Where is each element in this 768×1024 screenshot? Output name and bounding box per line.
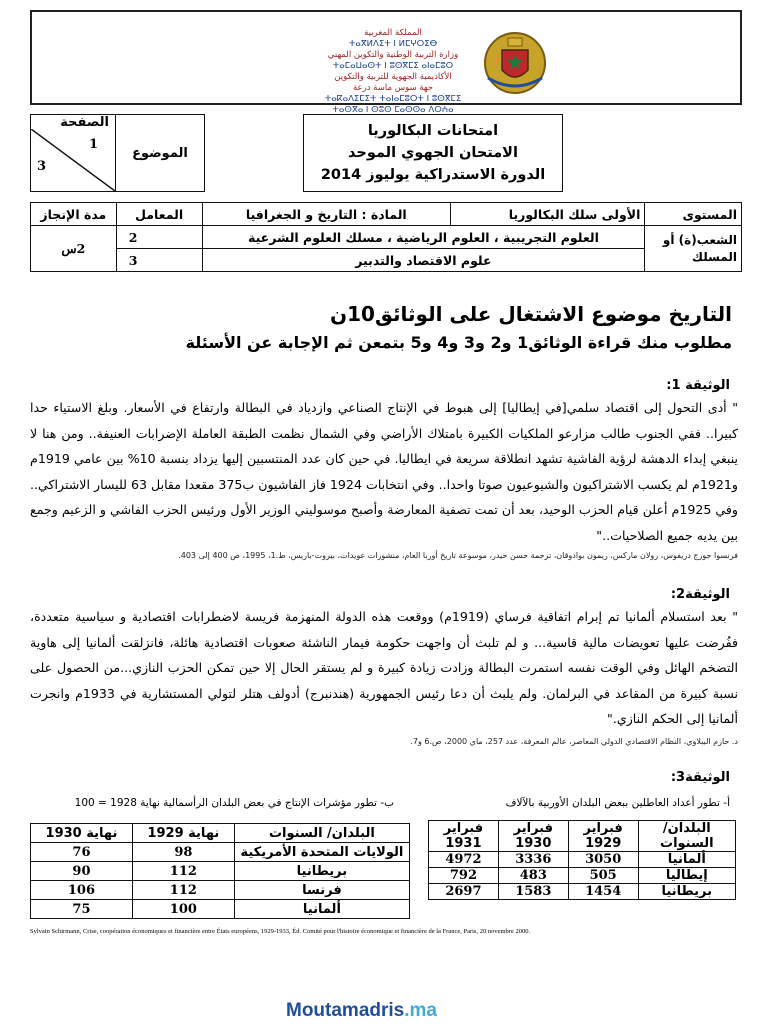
doc2-source: د. حازم الببلاوي، النظام الاقتصادي الدولي المعاصر، عالم المعرفة، عدد 257، ماي 2000، ص.6 و7. xyxy=(410,737,738,746)
table-a-header: فبراير 1930 xyxy=(498,821,568,852)
exam-title-1: امتحانات البكالوريا xyxy=(367,123,499,139)
brand-tld: .ma xyxy=(404,1000,437,1021)
doc2-text xyxy=(30,604,738,732)
ministry-line: المملكة المغربية xyxy=(364,28,422,38)
table-b-cell: 112 xyxy=(132,862,234,881)
ministry-line: ⵜⴰⵎⴰⵡⴰⵙⵜ ⵏ ⵓⵙⴳⵎⵉ ⴰⵏⴰⵎⵓⵔ xyxy=(332,61,454,71)
table-a-cell: 2697 xyxy=(429,884,499,900)
level-label: المستوى xyxy=(645,203,742,226)
table-b-cell: 98 xyxy=(132,843,234,862)
table-a-header: فبراير 1931 xyxy=(429,821,499,852)
ministry-line: ⵜⴰⵙⴳⴰ ⵏ ⵙⵓⵙ ⵎⴰⵙⵙⴰ ⴷⵔⵄⴰ xyxy=(332,105,454,115)
page-cell xyxy=(31,115,116,192)
exam-title-2: الامتحان الجهوي الموحد xyxy=(348,145,518,161)
main-title: التاريخ موضوع الاشتغال على الوثائق10ن xyxy=(330,302,732,326)
table-b-cell: 76 xyxy=(31,843,133,862)
table-a-title: أ- تطور أعداد العاطلين ببعض البلدان الأوربية بالآلاف xyxy=(505,797,730,809)
table-a-cell: بريطانيا xyxy=(638,884,735,900)
table-b-cell: 100 xyxy=(132,900,234,919)
table-a-cell: 1454 xyxy=(568,884,638,900)
table-a-header: البلدان/السنوات xyxy=(638,821,735,852)
table-b-cell: الولايات المتحدة الأمريكية xyxy=(234,843,409,862)
doc1-source: فرنسوا جورج دريفوس، رولان ماركس، ريمون بوادوقان، ترجمة حسن حيدر، موسوعة تاريخ أوربا العام، منشورات عويدات، بيروت-باريس، ط.1، 1995، ص 400 إلى 403. xyxy=(178,551,738,560)
subject-label: الموضوع xyxy=(116,115,205,192)
coat-of-arms-icon xyxy=(480,28,550,98)
ministry-line: ⵜⴰⴳⵍⴷⵉⵜ ⵏ ⵍⵎⵖⵔⵉⴱ xyxy=(348,39,438,49)
coef-label: المعامل xyxy=(116,203,202,226)
table-b-header: البلدان/ السنوات xyxy=(234,824,409,843)
page-total: 3 xyxy=(37,159,47,174)
table-b-cell: 90 xyxy=(31,862,133,881)
doc3-label: الوثيقة3: xyxy=(670,770,730,785)
table-a-cell: 4972 xyxy=(429,852,499,868)
branch-value: العلوم التجريبية ، العلوم الرياضية ، مسلك العلوم الشرعية xyxy=(202,226,645,249)
table-b-header: نهاية 1930 xyxy=(31,824,133,843)
table-b-cell: ألمانيا xyxy=(234,900,409,919)
table-a-cell: 1583 xyxy=(498,884,568,900)
ministry-line: الأكاديمية الجهوية للتربية والتكوين xyxy=(334,72,452,82)
branch-label: الشعب(ة) أو المسلك xyxy=(645,226,742,272)
exam-info-table xyxy=(30,202,742,272)
table-b-cell: 106 xyxy=(31,881,133,900)
branch-value: علوم الاقتصاد والتدبير xyxy=(202,249,645,272)
brand-logo xyxy=(286,1000,437,1022)
duration-label: مدة الإنجاز xyxy=(31,203,117,226)
brand-name: Moutamadris xyxy=(286,1000,405,1021)
table-a-cell: 3336 xyxy=(498,852,568,868)
doc2-paragraph: " بعد استسلام ألمانيا تم إبرام اتفاقية فرساي (1919م) ووقعت هذه الدولة المنهزمة فريسة لاضطرابات اقتصادية و سياسية متعددة، ففُرضت عليها تعويضات مالية قاسية... و لم تلبث أن واجهت حكومة فيمار الناشئة صعوبات اقتصادية هائلة، فانزلقت ألمانيا إلى هاوية التضخم الهائل وفي الوقت نفسه استمرت البطالة وزادت زيادة كبيرة و لم يستقر الحال إلا حين تمكن الحزب النازي...من الحصول على نسبة كبيرة من المقاعد في البرلمان. ولم يلبث أن دعا رئيس الجمهورية (هندنبرج) أدولف هتلر لتولي المستشارية في 1933م وانجرت ألمانيا إلى الحكم النازي." xyxy=(30,609,738,726)
table-b-title: ب- تطور مؤشرات الإنتاج في بعض البلدان الرأسمالية نهاية 1928 = 100 xyxy=(74,797,394,809)
exam-titles xyxy=(304,115,563,192)
table-b-cell: 75 xyxy=(31,900,133,919)
unemployment-table xyxy=(428,820,736,900)
table-b-cell: 112 xyxy=(132,881,234,900)
doc2-label: الوثيقة2: xyxy=(670,587,730,602)
table-a-cell: 792 xyxy=(429,868,499,884)
doc3-footnote: Sylvain Schirmann, Crise, coopération économiques et financière entre États européens, 1929-1933, Éd. Comité pour l'histoire économique et financière de la France, Paris, 20 novembre 2000. xyxy=(30,928,531,935)
table-a-cell: 483 xyxy=(498,868,568,884)
table-a-cell: 3050 xyxy=(568,852,638,868)
exam-title-table xyxy=(30,114,742,192)
table-a-cell: 505 xyxy=(568,868,638,884)
doc1-paragraph: " أدى التحول إلى اقتصاد سلمي[في إيطاليا] إلى هبوط في الإنتاج الصناعي وازدياد في البطالة وارتفاع في الأسعار. وبلغ الاستياء حدا كبيرا.. ففي الجنوب طالب مزارعو الملكيات الكبيرة بامتلاك الأراضي وفي الشمال نظمت الطبقة العاملة الإضرابات العنيفة.. ومن هنا لا ينبغي إبداء الدهشة لرؤية الفاشية تشهد انطلاقة سريعة في ايطاليا. في حين كان عدد المنتسبين إليها يزداد بنسبة 10% بين عامي 1919م و1921م لم يكسب الاشتراكيون والشيوعيون صوتا واحدا.. وفي انتخابات 1924 فاز الفاشيون ب375 مقعدا مقابل 63 لليسار الاشتراكي.. وفي 1925م أعلن قيام الحزب الوحيد، بعد أن تمت تصفية المعارضة وأصبح موسوليني الوزير الأول ورئيس الحزب الفاشي و الزعيم وجمع بين يديه جميع الصلاحيات.." xyxy=(30,400,738,543)
table-a-header: فبراير 1929 xyxy=(568,821,638,852)
ministry-line: ⵜⴰⴽⴰⴷⵉⵎⵉⵜ ⵜⴰⵏⴰⵎⵓⵔⵜ ⵏ ⵓⵙⴳⵎⵉ xyxy=(324,94,462,104)
exam-title-3: الدورة الاستدراكية يوليوز 2014 xyxy=(320,167,546,183)
subject-value: المادة : التاريخ و الجغرافيا xyxy=(202,203,451,226)
table-b-cell: فرنسا xyxy=(234,881,409,900)
table-b-cell: بريطانيا xyxy=(234,862,409,881)
ministry-block xyxy=(288,28,498,116)
coef-value: 3 xyxy=(116,249,202,272)
doc1-text xyxy=(30,395,738,548)
doc1-label: الوثيقة 1: xyxy=(666,378,730,393)
ministry-line: جهة سوس ماسة درعة xyxy=(352,83,434,93)
production-index-table xyxy=(30,823,410,919)
page-label: الصفحة xyxy=(60,115,109,130)
ministry-line: وزارة التربية الوطنية والتكوين المهني xyxy=(327,50,459,60)
main-subtitle: مطلوب منك قراءة الوثائق1 و2 و3 و4 و5 بتمعن ثم الإجابة عن الأسئلة xyxy=(185,333,732,352)
table-a-cell: إيطاليا xyxy=(638,868,735,884)
level-value: الأولى سلك البكالوريا xyxy=(451,203,645,226)
table-a-cell: ألمانيا xyxy=(638,852,735,868)
page-number: 1 xyxy=(89,137,99,152)
coef-value: 2 xyxy=(116,226,202,249)
table-b-header: نهاية 1929 xyxy=(132,824,234,843)
duration-value: 2س xyxy=(31,226,117,272)
